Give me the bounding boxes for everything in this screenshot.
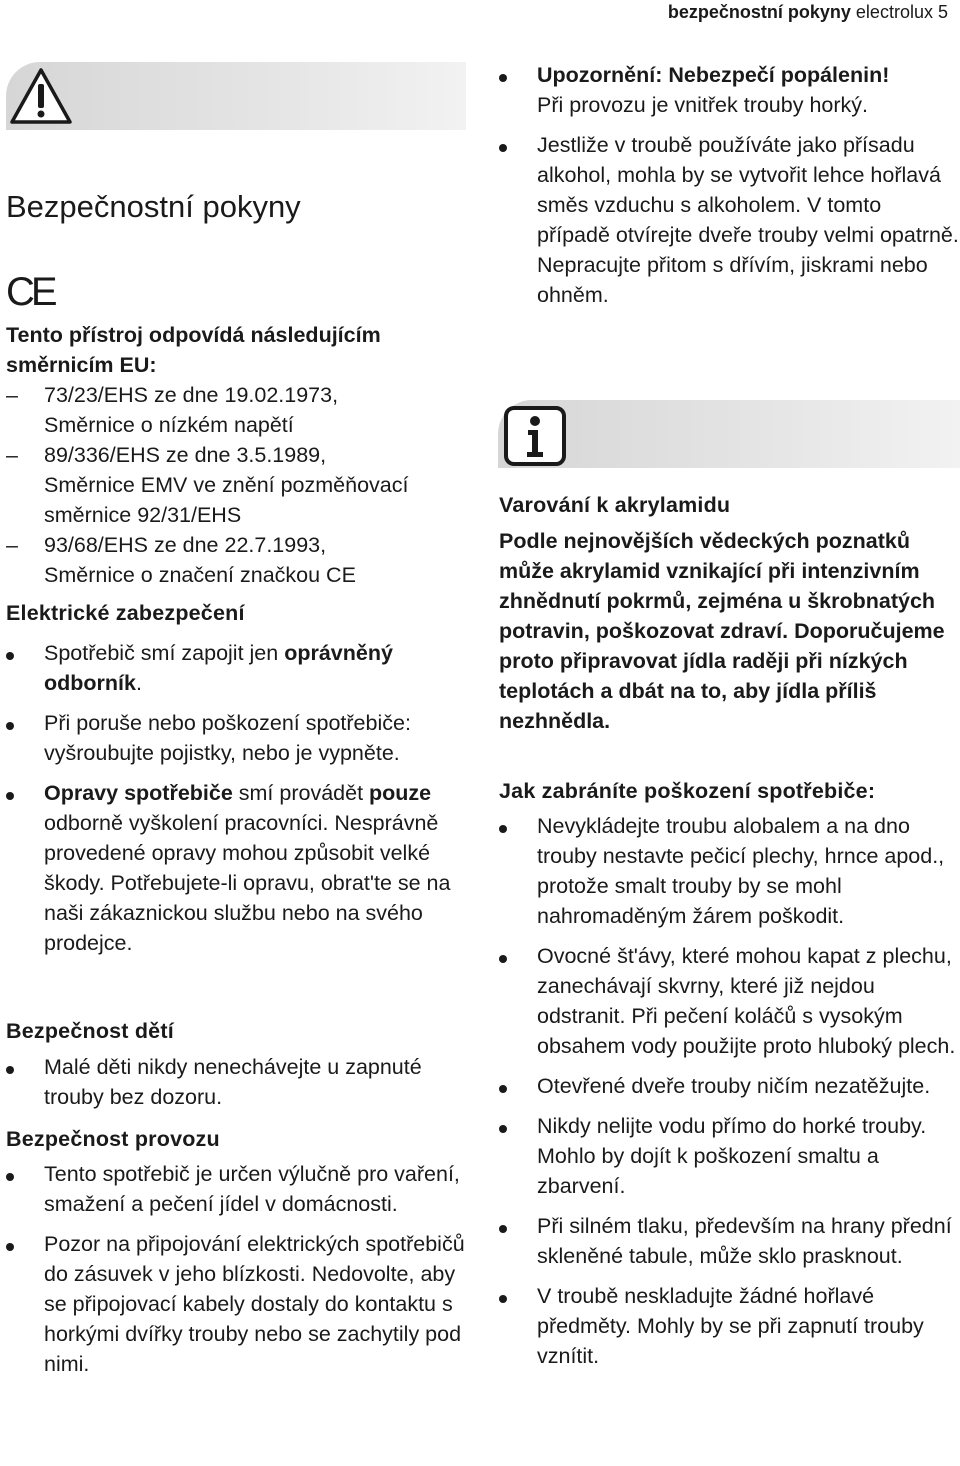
acrylamide-text: Podle nejnovějších vědeckých poznatků může akrylamid vznikající při intenzivním zhnědnutí pokrmů, zejména u škrobnatých potravin, poškozovat zdraví. Doporučujeme proto připravovat jídla raději při nízkých teplotách a dbát na to, aby jídla příliš nezhnědla. [499, 529, 945, 733]
section-title-operation: Bezpečnost provozu [6, 1127, 220, 1151]
eu-directives-intro: Tento přístroj odpovídá následujícím směrnicím EU: [6, 323, 381, 377]
list-item: Tento spotřebič je určen výlučně pro vaření, smažení a pečení jídel v domácnosti. [6, 1159, 476, 1219]
list-item: Opravy spotřebiče smí provádět pouze odborně vyškolení pracovníci. Nesprávně provedené opravy mohou způsobit velké škody. Potřebujete-li opravu, obrat'te se na naši zákaznickou službu nebo na svého prodejce. [6, 778, 476, 958]
children-list [6, 1052, 476, 1122]
damage-list [499, 811, 959, 1381]
directive-list [6, 380, 476, 590]
list-item: V troubě neskladujte žádné hořlavé předměty. Mohly by se při zapnutí trouby vznítit. [499, 1281, 959, 1371]
list-item: Malé děti nikdy nenechávejte u zapnuté trouby bez dozoru. [6, 1052, 476, 1112]
list-item: Jestliže v troubě používáte jako přísadu alkohol, mohla by se vytvořit lehce hořlavá směs vzduchu s alkoholem. V tomto případě otvírejte dveře trouby velmi opatrně. Nepracujte přitom s dřívím, jiskrami nebo ohněm. [499, 130, 959, 310]
list-item: Nevykládejte troubu alobalem a na dno trouby nestavte pečicí plechy, hrnce apod., protože smalt trouby by se mohl nahromaděným žárem poškodit. [499, 811, 959, 931]
page-number: 5 [937, 2, 948, 22]
list-item: Nikdy nelijte vodu přímo do horké trouby. Mohlo by dojít k poškození smaltu a zbarvení. [499, 1111, 959, 1201]
ce-mark-icon: CE [6, 270, 54, 314]
list-item: Spotřebič smí zapojit jen oprávněný odborník. [6, 638, 476, 698]
directive-item: – 93/68/EHS ze dne 22.7.1993, Směrnice o značení značkou CE [6, 533, 356, 587]
section-title-electrical: Elektrické zabezpečení [6, 601, 245, 625]
header-brand: electrolux [855, 2, 933, 22]
section-title-children: Bezpečnost dětí [6, 1019, 174, 1043]
operation-list [6, 1159, 476, 1389]
page-title: Bezpečnostní pokyny [6, 189, 301, 224]
directive-item: – 73/23/EHS ze dne 19.02.1973, Směrnice o nízkém napětí [6, 383, 339, 437]
list-item: Při poruše nebo poškození spotřebiče: vyšroubujte pojistky, nebo je vypněte. [6, 708, 476, 768]
header-section: bezpečnostní pokyny [667, 2, 851, 22]
list-item: Ovocné št'ávy, které mohou kapat z plechu, zanechávají skvrny, které již nejdou odstranit. Při pečení koláčů s vysokým obsahem vody použijte proto hluboký plech. [499, 941, 959, 1061]
burn-warning-list [499, 60, 959, 320]
warning-triangle-icon [6, 62, 76, 130]
directive-item: – 89/336/EHS ze dne 3.5.1989, Směrnice EMV ve znění pozměňovací směrnice 92/31/EHS [6, 443, 409, 527]
list-item: Upozornění: Nebezpečí popálenin! Při provozu je vnitřek trouby horký. [499, 60, 959, 120]
page-header [668, 2, 948, 23]
info-icon [500, 404, 568, 468]
list-item: Otevřené dveře trouby ničím nezatěžujte. [499, 1071, 959, 1101]
list-item: Při silném tlaku, především na hrany přední skleněné tabule, může sklo prasknout. [499, 1211, 959, 1271]
acrylamide-title: Varování k akrylamidu [499, 493, 731, 517]
damage-title: Jak zabráníte poškození spotřebiče: [499, 779, 876, 803]
electrical-list [6, 638, 476, 968]
list-item: Pozor na připojování elektrických spotřebičů do zásuvek v jeho blízkosti. Nedovolte, aby se připojovací kabely dostaly do kontaktu s horkými dvířky trouby nebo se zachytily pod nimi. [6, 1229, 476, 1379]
